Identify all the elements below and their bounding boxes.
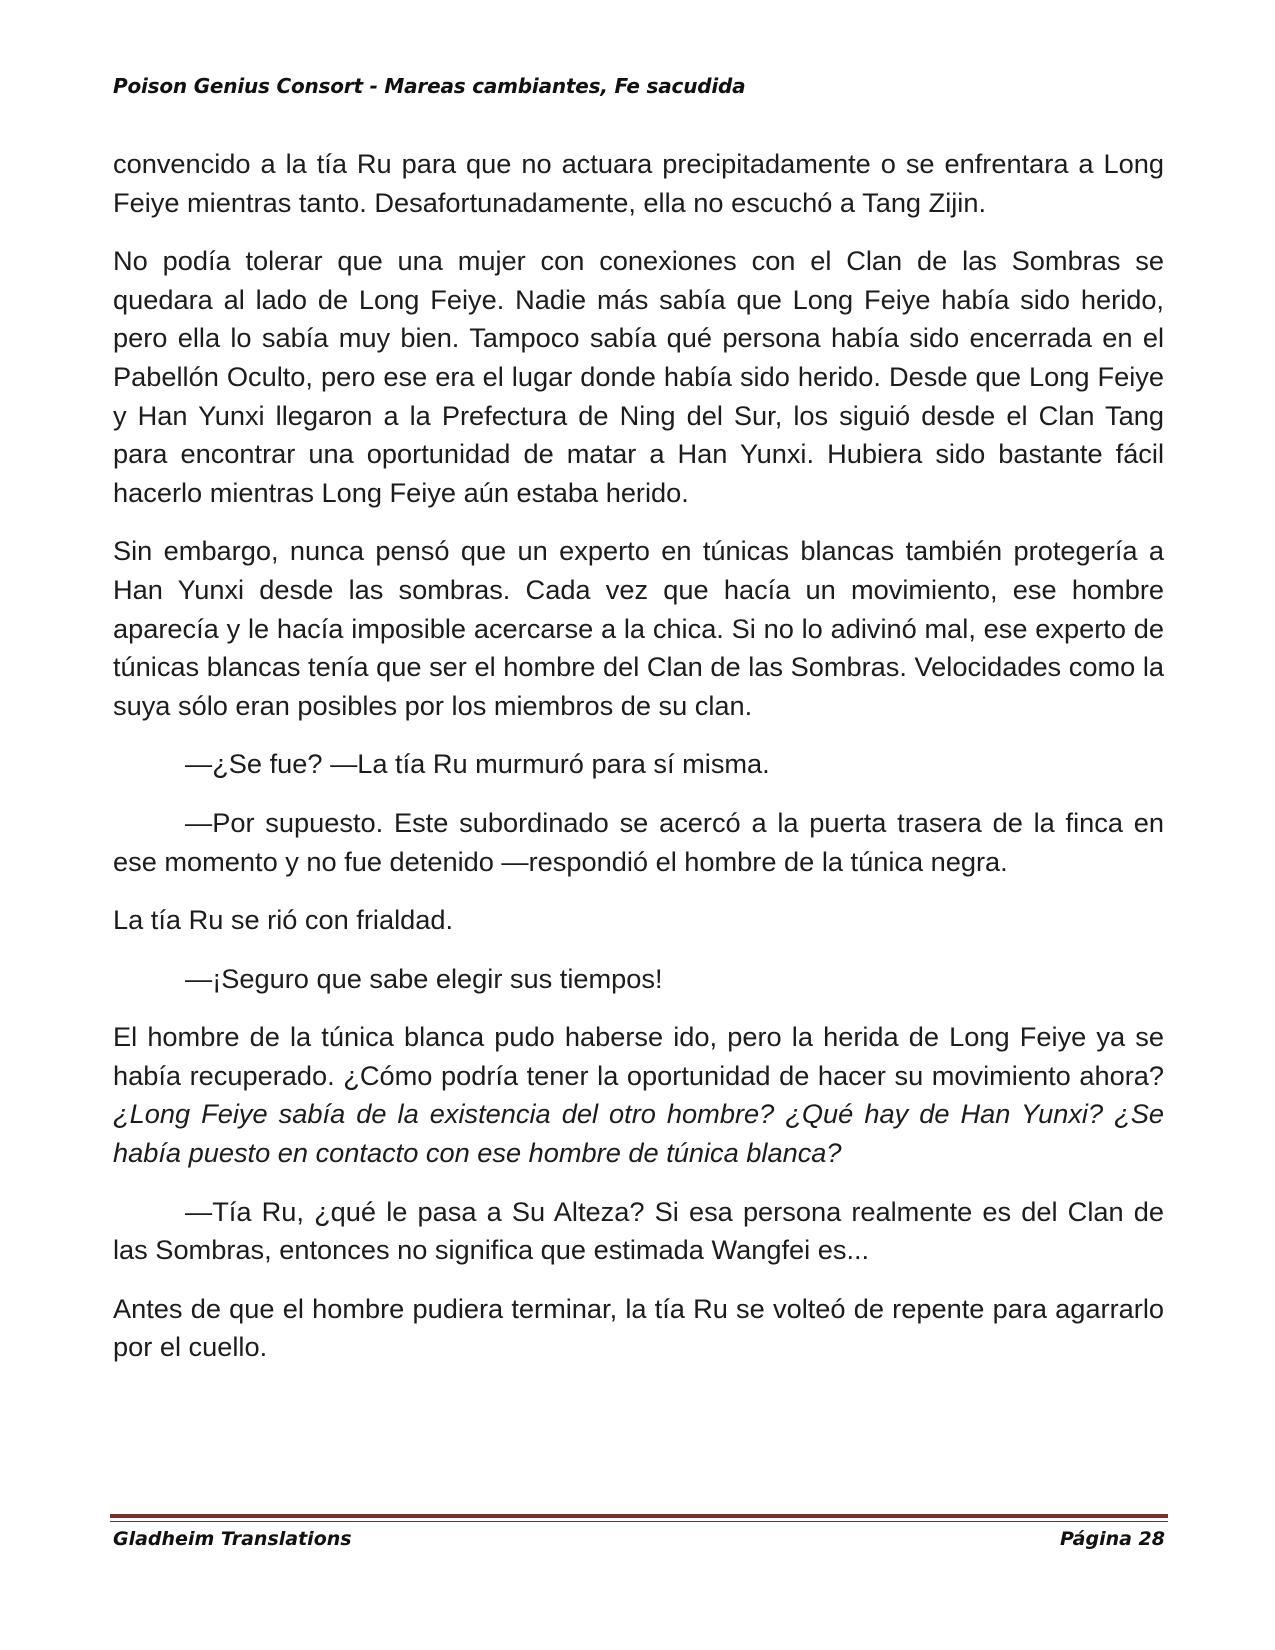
- running-header: Poison Genius Consort - Mareas cambiantes, Fe sacudida: [113, 74, 746, 98]
- footer-publisher: Gladheim Translations: [113, 1528, 352, 1550]
- page-number: Página 28: [1059, 1528, 1165, 1550]
- italic-thoughts: ¿Long Feiye sabía de la existencia del otro hombre? ¿Qué hay de Han Yunxi? ¿Se había puesto en contacto con ese hombre de túnica blanca?: [113, 1098, 1164, 1169]
- paragraph: Sin embargo, nunca pensó que un experto en túnicas blancas también protegería a Han Yunxi desde las sombras. Cada vez que hacía un movimiento, ese hombre aparecía y le hacía imposible acercarse a la chica. Si no lo adivinó mal, ese experto de túnicas blancas tenía que ser el hombre del Clan de las Sombras. Velocidades como la suya sólo eran posibles por los miembros de su clan.: [113, 535, 1164, 721]
- footer-rule: [110, 1514, 1168, 1518]
- dialogue-paragraph: —¿Se fue? —La tía Ru murmuró para sí misma.: [185, 748, 770, 780]
- body-text: [113, 145, 1164, 1387]
- paragraph-text: El hombre de la túnica blanca pudo haberse ido, pero la herida de Long Feiye ya se había recuperado. ¿Cómo podría tener la oportunidad de hacer su movimiento ahora?: [113, 1021, 1164, 1091]
- paragraph: [113, 1018, 1164, 1172]
- dialogue-paragraph: —¡Seguro que sabe elegir sus tiempos!: [185, 962, 663, 994]
- paragraph: La tía Ru se rió con frialdad.: [113, 904, 454, 936]
- paragraph: convencido a la tía Ru para que no actuara precipitadamente o se enfrentara a Long Feiye mientras tanto. Desafortunadamente, ella no escuchó a Tang Zijin.: [113, 148, 1164, 218]
- paragraph: Antes de que el hombre pudiera terminar, la tía Ru se volteó de repente para agarrarlo por el cuello.: [113, 1292, 1164, 1363]
- footer-rule-thin: [110, 1521, 1168, 1522]
- paragraph: No podía tolerar que una mujer con conexiones con el Clan de las Sombras se quedara al lado de Long Feiye. Nadie más sabía que Long Feiye había sido herido, pero ella lo sabía muy bien. Tampoco sabía qué persona había sido encerrada en el Pabellón Oculto, pero ese era el lugar donde había sido herido. Desde que Long Feiye y Han Yunxi llegaron a la Prefectura de Ning del Sur, los siguió desde el Clan Tang para encontrar una oportunidad de matar a Han Yunxi. Hubiera sido bastante fácil hacerlo mientras Long Feiye aún estaba herido.: [113, 245, 1164, 508]
- dialogue-paragraph: —Por supuesto. Este subordinado se acercó a la puerta trasera de la finca en ese momento y no fue detenido —respondió el hombre de la túnica negra.: [113, 806, 1164, 877]
- dialogue-paragraph: —Tía Ru, ¿qué le pasa a Su Alteza? Si esa persona realmente es del Clan de las Sombras, entonces no significa que estimada Wangfei es...: [113, 1195, 1164, 1266]
